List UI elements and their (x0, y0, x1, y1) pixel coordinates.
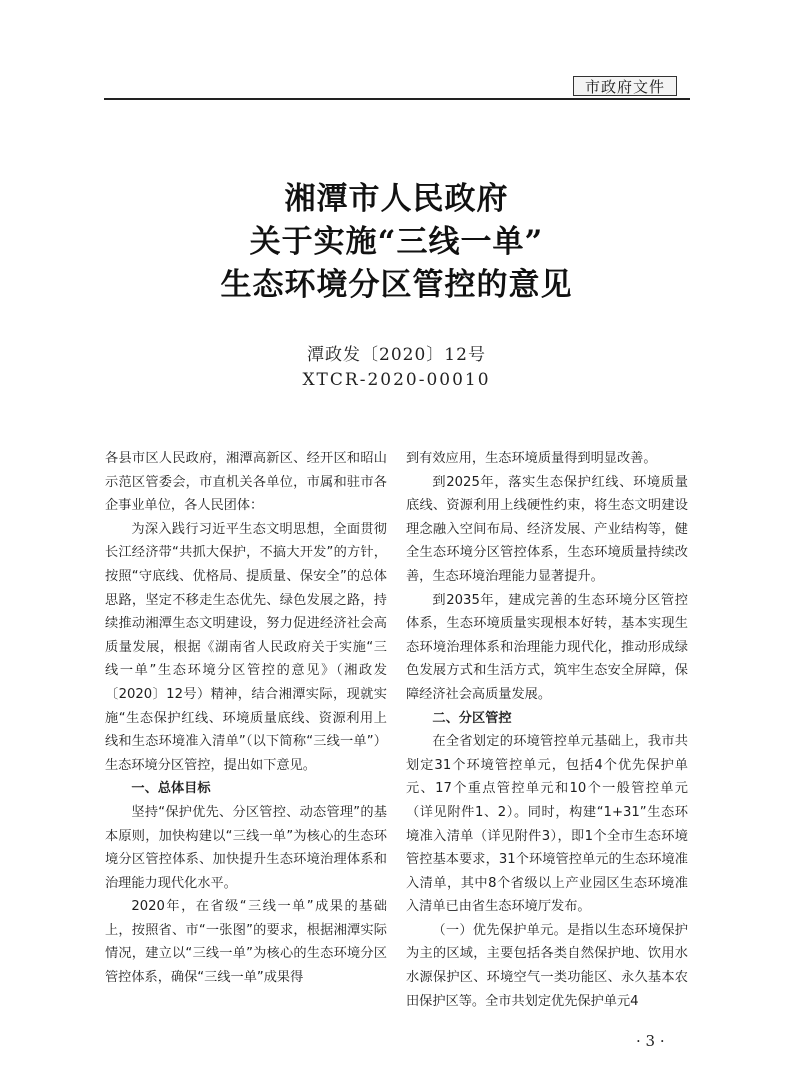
goal-2020-paragraph: 2020年，在省级“三线一单”成果的基础上，按照省、市“一张图”的要求，根据湘潭实际情况，建立以“三线一单”为核心的生态环境分区管控体系，确保“三线一单”成果得 (105, 899, 387, 986)
page-number: · 3 · (636, 1032, 665, 1050)
goal-2020-continued: 到有效应用，生态环境质量得到明显改善。 (406, 451, 657, 466)
goal-2035-paragraph: 到2035年，建成完善的生态环境分区管控体系，生态环境质量实现根本好转，基本实现生态环境治理体系和治理能力现代化，推动形成绿色发展方式和生活方式，筑牢生态安全屏障，保障经济社会高质量发展。 (406, 592, 688, 702)
header-rule (104, 98, 690, 100)
section-heading-zoning: 二、分区管控 (432, 710, 512, 726)
section-heading-goals: 一、总体目标 (131, 781, 211, 797)
zoning-paragraph: 在全省划定的环境管控单元基础上，我市共划定31个环境管控单元，包括4个优先保护单元、17个重点管控单元和10个一般管控单元（详见附件1、2）。同时，构建“1+31”生态环境准入清单（详见附件3），即1个全市生态环境管控基本要求，31个环境管控单元的生态环境准入清单，其中8个省级以上产业园区生态环境准入清单已由省生态环境厅发布。 (406, 734, 688, 915)
title-line-1: 湘潭市人民政府 (284, 181, 509, 217)
right-column (406, 447, 688, 1013)
principle-paragraph: 坚持“保护优先、分区管控、动态管理”的基本原则，加快构建以“三线一单”为核心的生态环境分区管控体系、加快提升生态环境治理体系和治理能力现代化水平。 (105, 804, 387, 891)
salutation-paragraph: 各县市区人民政府，湘潭高新区、经开区和昭山示范区管委会，市直机关各单位，市属和驻市各企事业单位，各人民团体： (105, 451, 387, 514)
title-line-3: 生态环境分区管控的意见 (220, 267, 573, 303)
intro-paragraph: 为深入践行习近平生态文明思想，全面贯彻长江经济带“共抓大保护，不搞大开发”的方针，按照“守底线、优格局、提质量、保安全”的总体思路，坚定不移走生态优先、绿色发展之路，持续推动湘潭生态文明建设，努力促进经济社会高质量发展，根据《湖南省人民政府关于实施“三线一单”生态环境分区管控的意见》（湘政发〔2020〕12号）精神，结合湘潭实际，现就实施“生态保护红线、环境质量底线、资源利用上线和生态环境准入清单”（以下简称“三线一单”）生态环境分区管控，提出如下意见。 (105, 521, 387, 773)
document-number: 潭政发〔2020〕12号 (307, 345, 486, 365)
priority-unit-paragraph: （一）优先保护单元。是指以生态环境保护为主的区域，主要包括各类自然保护地、饮用水水源保护区、环境空气一类功能区、永久基本农田保护区等。全市共划定优先保护单元4 (406, 922, 688, 1009)
section-tag: 市政府文件 (573, 76, 677, 96)
goal-2025-paragraph: 到2025年，落实生态保护红线、环境质量底线、资源利用上线硬性约束，将生态文明建设理念融入空间布局、经济发展、产业结构等，健全生态环境分区管控体系，生态环境质量持续改善，生态环境治理能力显著提升。 (406, 474, 688, 584)
title-line-2: 关于实施“三线一单” (249, 224, 544, 260)
document-code: XTCR-2020-00010 (302, 370, 491, 390)
left-column (105, 447, 387, 990)
